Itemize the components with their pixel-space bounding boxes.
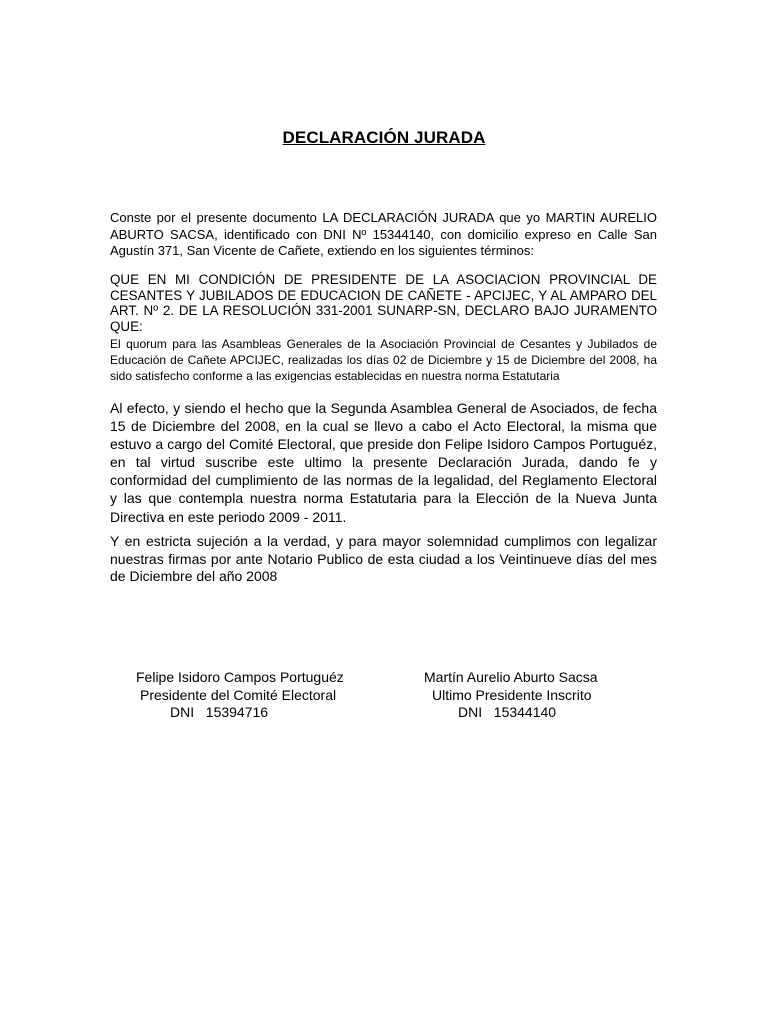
signatory-dni: DNI 15394716 xyxy=(170,704,269,720)
signatory-name: Felipe Isidoro Campos Portuguéz xyxy=(136,669,344,685)
paragraph-closing: Y en estricta sujeción a la verdad, y para mayor solemnidad cumplimos con legalizar nuestras firmas por ante Notario Publico de esta ciudad a los Veintinueve días del mes de Diciembre del año 2008 xyxy=(110,533,657,585)
signatory-dni: DNI 15344140 xyxy=(458,704,557,720)
signatory-name: Martín Aurelio Aburto Sacsa xyxy=(424,669,598,685)
signature-block-right xyxy=(424,669,598,722)
signature-block-left xyxy=(136,669,344,722)
signatory-role: Presidente del Comité Electoral xyxy=(140,686,337,703)
signatory-role: Ultimo Presidente Inscrito xyxy=(432,686,592,703)
paragraph-electoral-act: Al efecto, y siendo el hecho que la Segunda Asamblea General de Asociados, de fecha 15 de Diciembre del 2008, en la cual se llevo a cabo el Acto Electoral, la misma que estuvo a cargo del Comité Electoral, que preside don Felipe Isidoro Campos Portuguéz, en tal virtud suscribe este ultimo la presente Declaración Jurada, dando fe y conformidad del cumplimiento de las normas de la legalidad, del Reglamento Electoral y las que contempla nuestra norma Estatutaria para la Elección de la Nueva Junta Directiva en este periodo 2009 - 2011. xyxy=(110,400,657,525)
paragraph-quorum: El quorum para las Asambleas Generales de la Asociación Provincial de Cesantes y Jubilados de Educación de Cañete APCIJEC, realizadas los días 02 de Diciembre y 15 de Diciembre del 2008, ha sido satisfecho conforme a las exigencias establecidas en nuestra norma Estatutaria xyxy=(110,337,657,383)
paragraph-declaration: QUE EN MI CONDICIÓN DE PRESIDENTE DE LA ASOCIACION PROVINCIAL DE CESANTES Y JUBILADOS DE EDUCACION DE CAÑETE - APCIJEC, Y AL AMPARO DEL ART. Nº 2. DE LA RESOLUCIÓN 331-2001 SUNARP-SN, DECLARO BAJO JURAMENTO QUE: xyxy=(110,272,657,334)
paragraph-intro: Conste por el presente documento LA DECLARACIÓN JURADA que yo MARTIN AURELIO ABURTO SACSA, identificado con DNI Nº 15344140, con domicilio expreso en Calle San Agustín 371, San Vicente de Cañete, extiendo en los siguientes términos: xyxy=(110,210,657,258)
document-title: DECLARACIÓN JURADA xyxy=(282,128,486,147)
